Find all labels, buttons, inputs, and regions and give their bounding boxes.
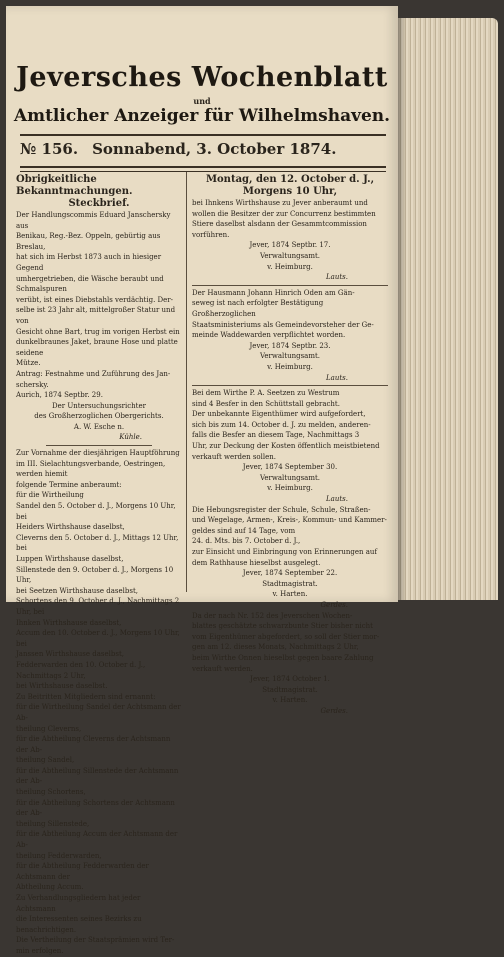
notice-heading: Steckbrief. (68, 198, 130, 209)
notice-signer: v. Harten. (272, 696, 308, 705)
text-line: verübt, ist eines Diebstahls verdächtig. Der- (16, 295, 174, 304)
text-line: seweg ist nach erfolgter Bestätigung Großherzoglichen (192, 299, 324, 318)
text-line: theilung Fedderwarden, (16, 851, 102, 860)
section-heading: Obrigkeitliche Bekanntmachungen. (16, 174, 133, 197)
text-line: theilung Sandel, (16, 756, 75, 765)
masthead-title: Jeversches Wochenblatt (16, 62, 388, 93)
text-line: Fedderwarden den 10. October d. J., Nachmittags 2 Uhr, (16, 660, 146, 680)
notice-tag: Lauts. (326, 273, 348, 282)
text-line: Der unbekannte Eigenthümer wird aufgefordert, (192, 410, 366, 419)
notice-authority: Stadtmagistrat. (262, 579, 318, 588)
page-edges (398, 18, 498, 600)
text-line: Gesicht ohne Bart, trug im vorigen Herbst ein (16, 327, 180, 336)
text-line: für die Wirtheilung (16, 491, 84, 500)
notice-tag: Lauts. (326, 373, 348, 382)
issue-rule (20, 166, 386, 172)
text-line: Die Vertheilung der Staatsprämien wird Ter- (16, 936, 175, 945)
notice-body (192, 611, 388, 675)
notice-request-2: schersky. (16, 380, 49, 389)
text-line: Der Handlungscommis Eduard Janschersky aus (16, 211, 171, 230)
text-line: beim Wirthe Onnen hieselbst gegen baare Zahlung (192, 653, 374, 662)
page-edges-shadow (398, 18, 406, 600)
text-line: Schortens den 9. October d. J., Nachmittags 2 Uhr, bei (16, 597, 180, 616)
text-line: Abtheilung Accum. (16, 883, 84, 892)
right-column (192, 174, 388, 717)
notice-authority: Verwaltungsamt. (259, 473, 321, 482)
notice-date: Jever, 1874 September 30. (242, 463, 338, 472)
notice-tag: Lauts. (326, 495, 348, 504)
notice-tag: Kühle. (119, 433, 142, 442)
text-line: Bei dem Wirthe P. A. Seetzen zu Westrum (192, 389, 340, 398)
text-line: blattes geschätzte schwarzbunte Stier bisher nicht (192, 622, 373, 631)
text-line: Sandel den 5. October d. J., Morgens 10 Uhr, bei (16, 502, 176, 521)
text-line: Accum den 10. October d. J., Morgens 10 Uhr, bei (16, 629, 180, 648)
text-line: Mütze. (16, 359, 41, 368)
notice-date: Jever, 1874 Septbr. 17. (249, 241, 331, 250)
notice-authority-2: des Großherzoglichen Obergerichts. (34, 412, 164, 421)
text-line: die Interessenten seines Bezirks zu benachrichtigen. (16, 915, 142, 934)
text-line: Luppen Wirthshause daselbst, (16, 555, 124, 563)
text-line: Staatsministeriums als Gemeindevorsteher der Ge- (192, 320, 374, 329)
text-line: theilung Sillenstede, (16, 819, 90, 828)
text-line: geldes sind auf 14 Tage, vom (192, 526, 296, 535)
text-line: bei Seetzen Wirthshause daselbst, (16, 586, 139, 595)
text-line: für die Abtheilung Accum der Achtsmann der Ab- (16, 830, 178, 850)
issue-date: Sonnabend, 3. October 1874. (92, 140, 337, 158)
notice-authority: Verwaltungsamt. (259, 251, 321, 260)
notice-signer: v. Heimburg. (267, 484, 313, 493)
text-line: theilung Schortens, (16, 788, 86, 797)
newspaper-page (6, 6, 398, 955)
notice-signer: v. Heimburg. (267, 362, 313, 371)
notice-date: Jever, 1874 October 1. (250, 675, 330, 684)
text-line: Uhr, zur Deckung der Kosten öffentlich meistbietend (192, 442, 380, 451)
notice-tag: Gerdes. (320, 706, 348, 715)
text-line: Da der nach Nr. 152 des Jeverschen Wochen- (192, 611, 353, 620)
text-line: hat sich im Herbst 1873 auch in hiesiger Gegend (16, 253, 162, 272)
masthead-rule (20, 134, 386, 136)
notice-request: Antrag: Festnahme und Zuführung des Jan- (16, 369, 171, 378)
text-line: dunkelbraunes Jaket, braune Hose und platte seidene (16, 338, 178, 357)
text-line: theilung Cleverns, (16, 724, 82, 733)
text-line: umhergetrieben, die Wäsche beraubt und Schmalspuren (16, 274, 164, 294)
text-line: verkauft werden. (192, 664, 253, 673)
text-line: für die Abtheilung Sillenstede der Achtsmann der Ab- (16, 766, 179, 786)
notice-separator (46, 445, 152, 446)
text-line: für die Abtheilung Cleverns der Achtsmann der Ab- (16, 735, 171, 754)
masthead-subtitle: Amtlicher Anzeiger für Wilhelmshaven. (13, 106, 391, 126)
text-line: Zur Vornahme der diesjährigen Hauptföhrung (16, 449, 180, 458)
left-column (16, 174, 182, 957)
text-line: sind 4 Besfer in den Schüttstall gebracht. (192, 399, 340, 408)
text-line: meinde Waddewarden verpflichtet worden. (192, 331, 346, 340)
text-line: Der Hausmann Johann Hinrich Oden am Gän- (192, 288, 355, 297)
text-line: selbe ist 23 Jahr alt, mittelgroßer Statur und von (16, 306, 176, 325)
notice-authority: Stadtmagistrat. (262, 685, 318, 694)
text-line: bei Ihnkens Wirthshause zu Jever anberaumt und (192, 199, 368, 207)
notice-time-heading: Morgens 10 Uhr, (242, 186, 338, 197)
issue-number: № 156. (20, 140, 79, 158)
issue-line (20, 140, 386, 158)
notice-body (192, 198, 388, 240)
notice-body (192, 505, 388, 569)
text-line: falls die Besfer an diesem Tage, Nachmittags 3 (192, 431, 360, 440)
text-line: für die Wirtheilung Sandel der Achtsmann der Ab- (16, 703, 181, 722)
text-line: Ihnken Wirthshause daselbst, (16, 618, 122, 627)
text-line: Sillenstede den 9. October d. J., Morgens 10 Uhr, (16, 565, 174, 585)
notice-date: Jever, 1874 September 22. (242, 569, 338, 578)
text-line: dem Rathhause hieselbst ausgelegt. (192, 558, 321, 567)
text-line: für die Abtheilung Fedderwarden der Achtsmann der (16, 862, 149, 881)
text-line: folgende Termine anberaumt: (16, 480, 122, 489)
notice-body (16, 210, 182, 369)
text-line: bei Wirthshause daselbst. (16, 682, 108, 691)
notice-body-2 (16, 448, 182, 957)
notice-body (192, 288, 388, 341)
notice-signer: v. Harten. (272, 590, 308, 599)
notice-place-date: Aurich, 1874 Septbr. 29. (16, 391, 103, 400)
text-line: wollen die Besitzer der zur Concurrenz bestimmten (192, 209, 376, 218)
notice-authority: Verwaltungsamt. (259, 352, 321, 361)
text-line: im III. Sielachtungsverbande, Oestringen, werden hiemit (16, 459, 166, 479)
text-line: verkauft werden sollen. (192, 452, 276, 461)
text-line: Zu Verhandlungsgliedern hat jeder Achtsmann (16, 894, 141, 913)
text-line: Cleverns den 5. October d. J., Mittags 12 Uhr, bei (16, 533, 179, 553)
notice-date-heading: Montag, den 12. October d. J., (205, 174, 375, 185)
text-line: Heiders Wirthshause daselbst, (16, 523, 125, 532)
text-line: Janssen Wirthshause daselbst, (16, 650, 125, 659)
column-divider (186, 172, 187, 592)
text-line: Die Hebungsregister der Schule, Schule, Straßen- (192, 505, 371, 514)
text-line: vorführen. (192, 230, 230, 239)
text-line: für die Abtheilung Schortens der Achtsmann der Ab- (16, 798, 175, 818)
notice-signer: v. Heimburg. (267, 262, 313, 271)
notice-date: Jever, 1874 Septbr. 23. (249, 341, 331, 350)
notice-body (192, 388, 388, 462)
text-line: Stiere daselbst alsdann der Gesammtcommission (192, 220, 367, 229)
text-line: gen am 12. dieses Monats, Nachmittags 2 Uhr, (192, 643, 359, 652)
text-line: Benikau, Reg.-Bez. Oppeln, gebürtig aus Breslau, (16, 232, 161, 251)
notice-signer: A. W. Esche n. (73, 422, 125, 431)
text-line: min erfolgen. (16, 946, 64, 955)
notice-authority: Der Untersuchungsrichter (52, 401, 146, 410)
notice-separator (192, 285, 388, 286)
text-line: zur Einsicht und Einbringung von Erinnerungen auf (192, 548, 378, 556)
text-line: vom Eigenthümer abgefordert, so soll der Stier mor- (192, 632, 380, 641)
notice-separator (192, 385, 388, 386)
notice-tag: Gerdes. (320, 600, 348, 609)
text-line: 24. d. Mts. bis 7. October d. J., (192, 537, 301, 546)
text-line: Zu Beitritten Mitgliedern sind ernannt: (16, 692, 156, 701)
text-line: und Wegelage, Armen-, Kreis-, Kommun- und Kammer- (192, 516, 387, 525)
masthead-und: und (193, 96, 211, 106)
text-line: sich bis zum 14. October d. J. zu melden, anderen- (192, 420, 371, 429)
